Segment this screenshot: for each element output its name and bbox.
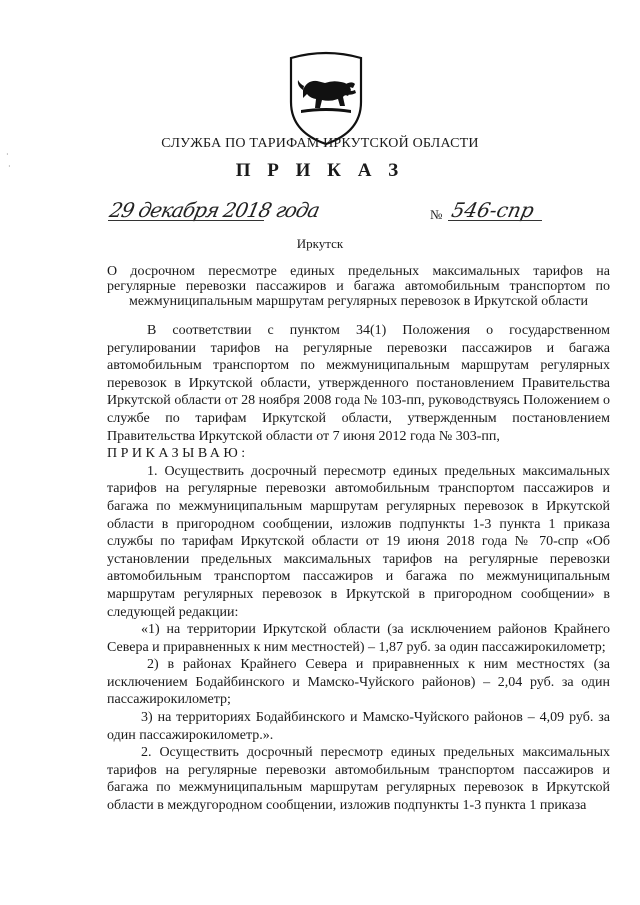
subitem-1-paragraph: «1) на территории Иркутской области (за исключением районов Крайнего Севера и приравненных к ним местностей) – 1,87 руб. за один пассажирокилометр;: [107, 622, 610, 655]
preamble-paragraph: В соответствии с пунктом 34(1) Положения о государственном регулировании тарифов на регулярные перевозки пассажиров и багажа автомобильным транспортом по межмуниципальным маршрутам регулярных перевозок в Иркутской области, утвержденного постановлением Правительства Иркутской области от 28 ноября 2008 года № 103-пп, руководствуясь Положением о службе по тарифам Иркутской области, утвержденным постановлением Правительства Иркутской области от 7 июня 2012 года № 303-пп,: [107, 323, 610, 444]
number-label: №: [430, 207, 443, 222]
item-2-paragraph: 2. Осуществить досрочный пересмотр единых предельных максимальных тарифов на регулярные перевозки автомобильным транспортом пассажиров и багажа по межмуниципальным маршрутам регулярных перевозок в Иркутской области в междугородном сообщении, изложив подпункты 1-3 пункта 1 приказа: [107, 745, 610, 814]
irkutsk-coat-of-arms-icon: [285, 50, 367, 146]
order-body: [107, 322, 610, 815]
handwritten-number: 546-спр: [449, 198, 537, 222]
subitem-3-paragraph: 3) на территориях Бодайбинского и Мамско-Чуйского районов – 4,09 руб. за один пассажирокилометр.».: [107, 710, 610, 743]
city: Иркутск: [296, 236, 344, 251]
scan-speck: ·: [8, 162, 11, 171]
order-directive: ПРИКАЗЫВАЮ:: [107, 446, 249, 462]
order-subject: О досрочном пересмотре единых предельных максимальных тарифов на регулярные перевозки пассажиров и багажа автомобильным транспортом по межмуниципальным маршрутам регулярных перевозок в Иркутской области: [107, 264, 610, 309]
handwritten-date: 29 декабря 2018 года: [107, 198, 322, 222]
agency-name: СЛУЖБА ПО ТАРИФАМ ИРКУТСКОЙ ОБЛАСТИ: [161, 136, 479, 151]
subitem-2-paragraph: 2) в районах Крайнего Севера и приравненных к ним местностях (за исключением Бодайбинского и Мамско-Чуйского районов) – 2,04 руб. за один пассажирокилометр;: [107, 657, 610, 708]
document-title: П Р И К А З: [235, 160, 405, 181]
number-underline: [448, 220, 542, 221]
date-underline: [108, 220, 264, 221]
scan-speck: ·: [6, 150, 9, 159]
item-1-paragraph: 1. Осуществить досрочный пересмотр единых предельных максимальных тарифов на регулярные перевозки автомобильным транспортом пассажиров и багажа по межмуниципальным маршрутам регулярных перевозок в Иркутской области в пригородном сообщении, изложив подпункты 1-3 пункта 1 приказа службы по тарифам Иркутской области от 19 июня 2018 года № 70-спр «Об установлении предельных максимальных тарифов на регулярные перевозки автомобильным транспортом пассажиров и багажа по межмуниципальным маршрутам регулярных перевозок в Иркутской в пригородном сообщении» в следующей редакции:: [107, 463, 610, 620]
